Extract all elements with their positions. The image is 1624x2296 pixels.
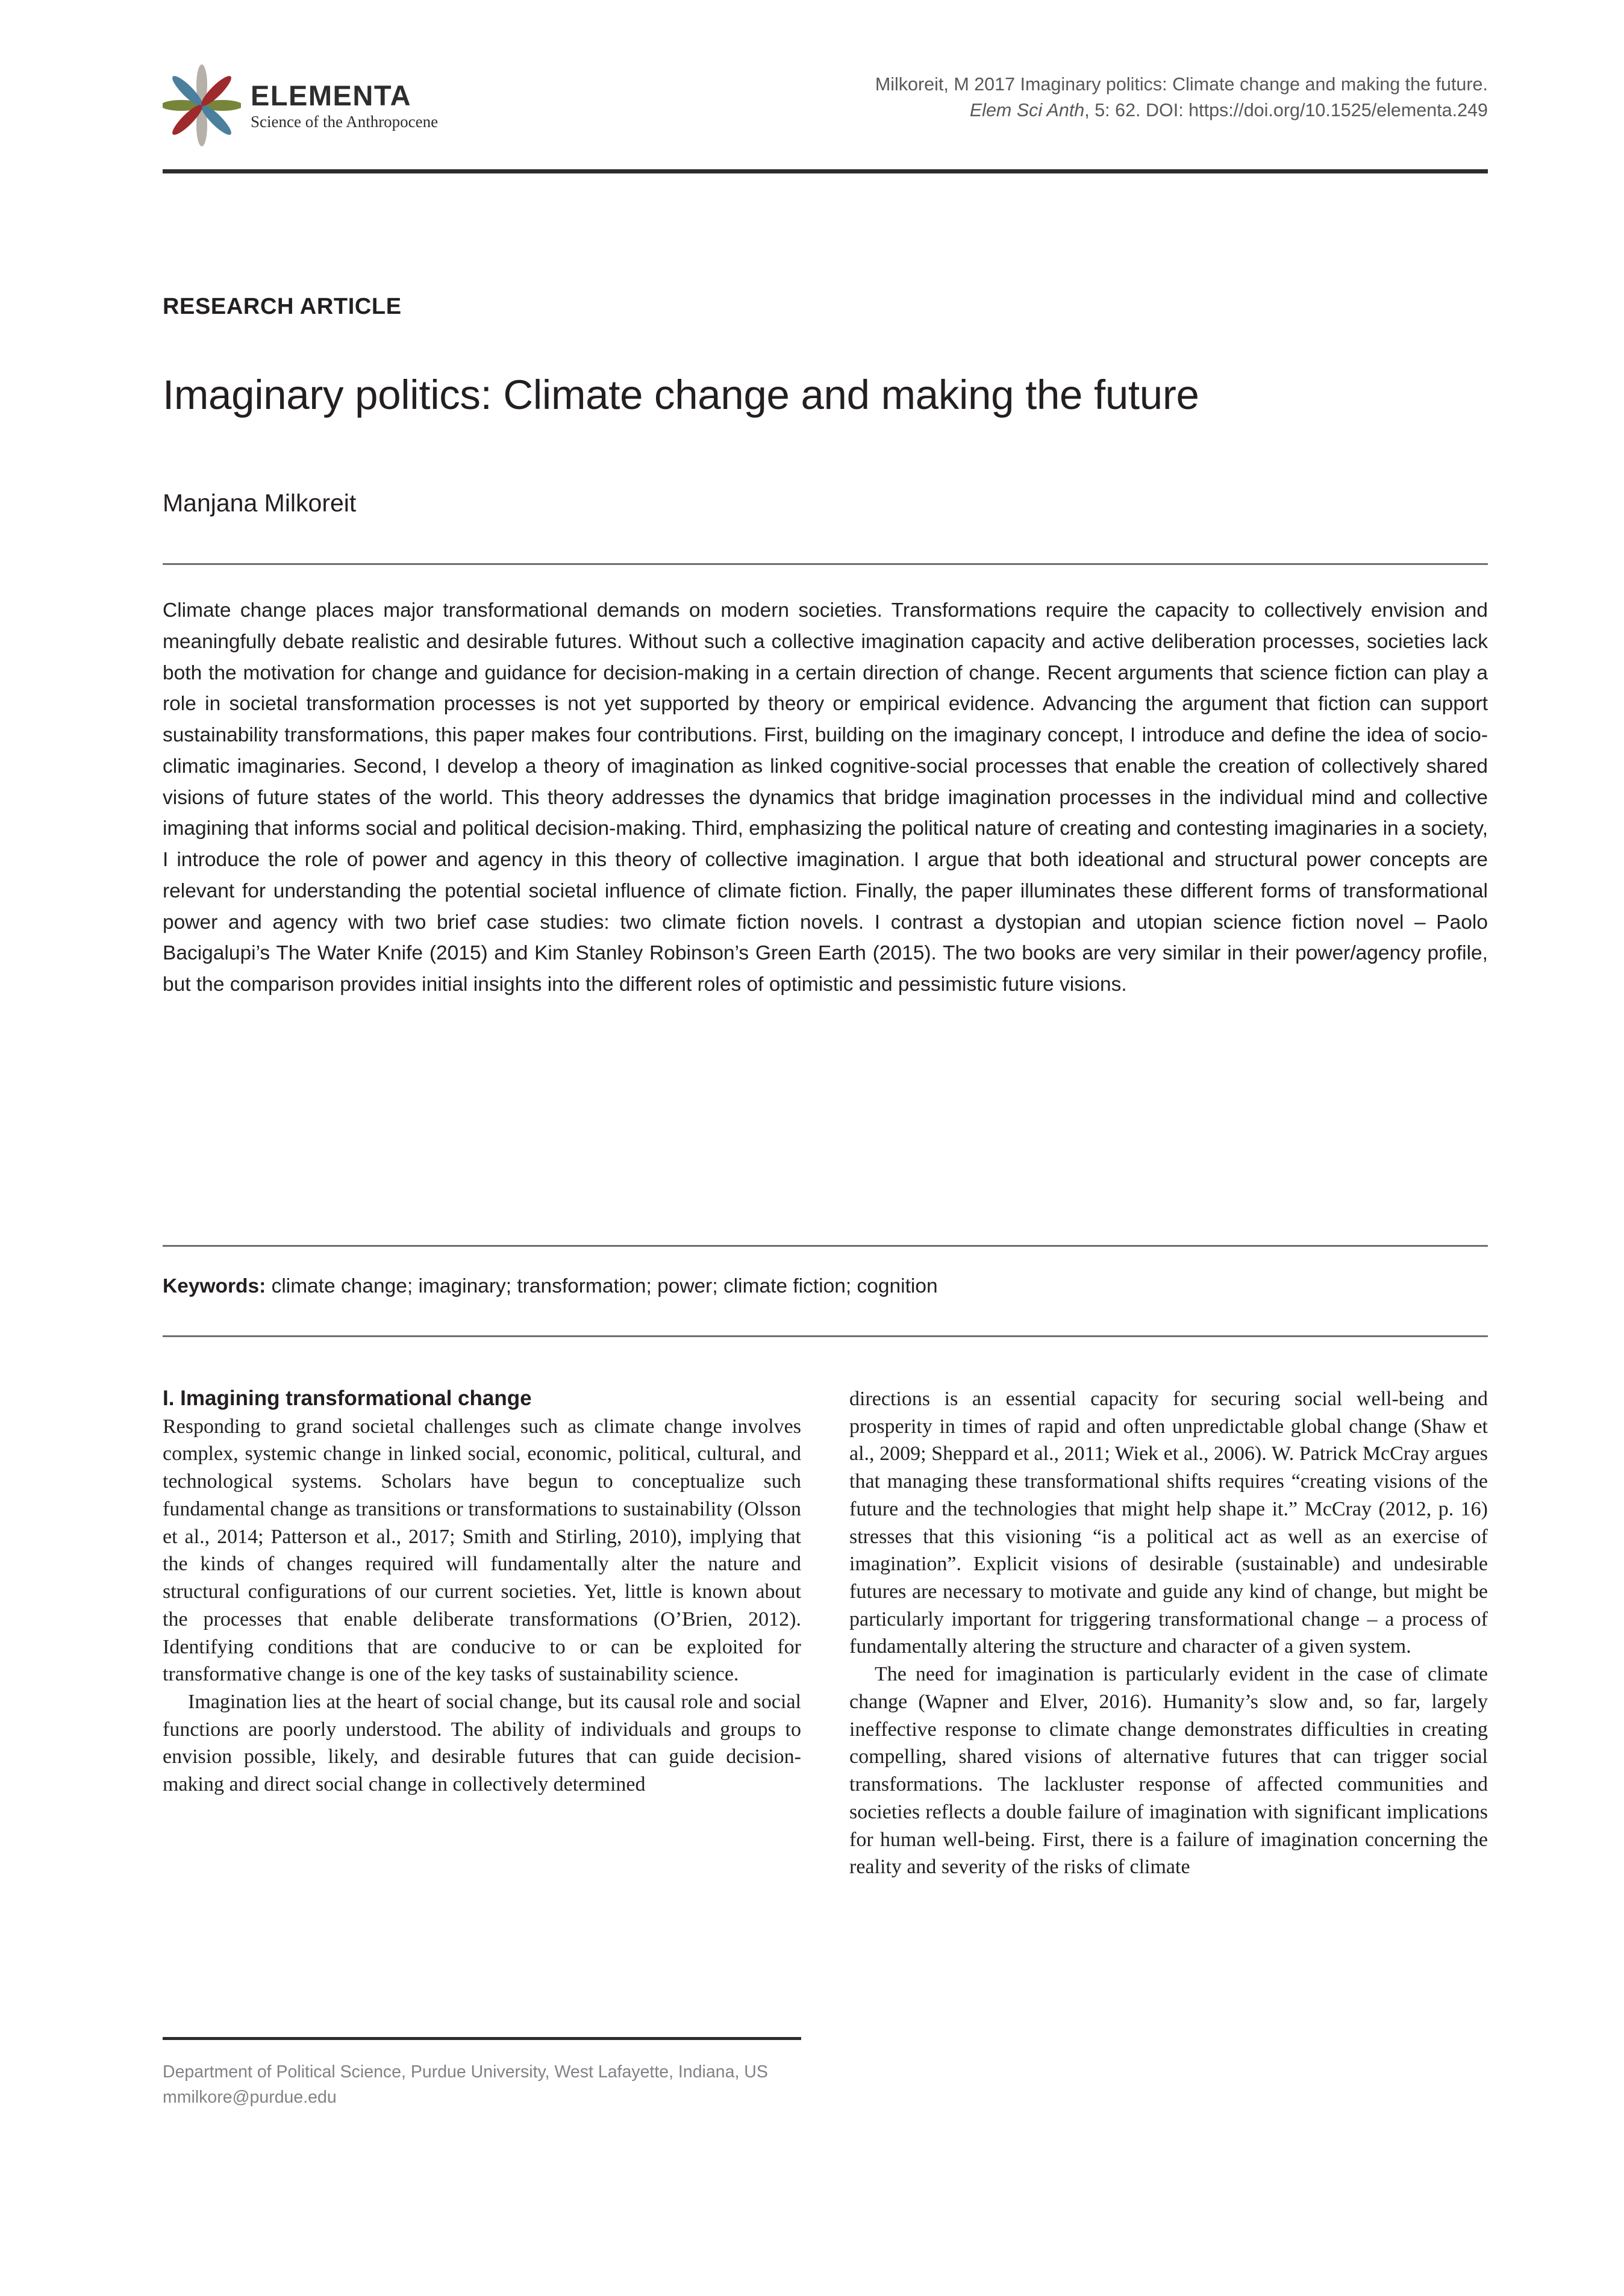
affiliation-line-1: Department of Political Science, Purdue University, West bbox=[163, 2062, 593, 2082]
citation-block bbox=[687, 72, 1488, 124]
article-type-label: RESEARCH ARTICLE bbox=[163, 294, 402, 319]
abstract-text: Climate change places major transformational demands on modern societies. Transformations require the capacity to collectively envision and meaningfully debate realistic and desirable futures. Without such a collective imagination capacity and active deliberation processes, societies lack both the motivation for change and guidance for decision-making in a certain direction of change. Recent arguments that science fiction can play a role in societal transformation processes is not yet supported by theory or empirical evidence. Advancing the argument that fiction can support sustainability transformations, this paper makes four contributions. First, building on the imaginary concept, I introduce and define the idea of socio-climatic imaginaries. Second, I develop a theory of imagination as linked cognitive-social processes that enable the creation of collectively shared visions of future states of the world. This theory addresses the dynamics that bridge imagination processes in the individual mind and collective imagining that informs social and political decision-making. Third, emphasizing the political nature of creating and contesting imaginaries in a society, I introduce the role of power and agency in this theory of collective imagination. I argue that both ideational and structural power concepts are relevant for understanding the potential societal influence of climate fiction. Finally, the paper illuminates these different forms of transformational power and agency with two brief case studies: two climate fiction novels. I contrast a dystopian and utopian science fiction novel – Paolo Bacigalupi’s The Water Knife (2015) and Kim Stanley Robinson’s Green Earth (2015). The two books are very similar in their power/agency profile, but the comparison provides initial insights into the different roles of optimistic and pessimistic future visions. bbox=[163, 599, 1488, 996]
author-affiliation bbox=[163, 2060, 801, 2110]
body-paragraph: directions is an essential capacity for securing social well-being and prosperity in times of rapid and often unpredictable global change (Shaw et al., 2009; Sheppard et al., 2011; Wiek et al., 2006). W. Patrick McCray argues that managing these transformational shifts requires “creating visions of the future and the technologies that might help shape it.” McCray (2012, p. 16) stresses that this visioning “is a political act as well as an exercise of imagination”. Explicit visions of desirable (sustainable) and undesirable futures are necessary to motivate and guide any kind of change, but might be particularly important for triggering transformational change – a process of fundamentally altering the structure and character of a given system. bbox=[849, 1388, 1488, 1658]
keywords-terms: climate change; imaginary; transformation; power; climate fiction; cognition bbox=[271, 1275, 938, 1297]
masthead bbox=[163, 63, 1488, 163]
author-name: Manjana Milkoreit bbox=[163, 489, 357, 517]
body-paragraph: The need for imagination is particularly evident in the case of climate change (Wapner and Elver, 2016). Humanity’s slow and, so far, largely ineffective response to climate change demonstrates difficulties in creating compelling, shared visions of alternative futures that can trigger social transformations. The lackluster response of affected communities and societies reflects a double failure of imagination with significant implications for human well-being. First, there is a failure of imagination concerning the reality and severity of the risks of climate bbox=[849, 1663, 1488, 1879]
body-column-right bbox=[849, 1385, 1488, 1881]
citation-line-2-rest: , 5: 62. DOI: https://doi.org/10.1525/elementa.249 bbox=[1084, 100, 1488, 121]
citation-journal-abbrev: Elem Sci Anth bbox=[969, 100, 1085, 121]
header-divider bbox=[163, 169, 1488, 173]
keywords-line bbox=[163, 1273, 1488, 1301]
journal-name: ELEMENTA bbox=[251, 79, 412, 111]
body-paragraph: Imagination lies at the heart of social change, but its causal role and social functions are poorly understood. The ability of individuals and groups to envision possible, likely, and desirable futures that can guide decision-making and direct social change in collectively determined bbox=[163, 1690, 801, 1796]
abstract-bottom-divider bbox=[163, 1245, 1488, 1247]
keywords-label: Keywords: bbox=[163, 1275, 266, 1297]
section-heading-1: I. Imagining transformational change bbox=[163, 1387, 532, 1410]
elementa-flower-icon bbox=[163, 63, 241, 148]
affiliation-line-2: Lafayette, Indiana, US bbox=[598, 2062, 768, 2082]
body-paragraph: Responding to grand societal challenges such as climate change involves complex, systemic change in linked social, economic, political, cultural, and technological systems. Scholars have begun to conceptualize such fundamental change as transitions or transformations to sustainability (Olsson et al., 2014; Patterson et al., 2017; Smith and Stirling, 2010), implying that the kinds of changes required will fundamentally alter the nature and structural configurations of our current societies. Yet, little is known about the processes that enable deliberate transformations (O’Brien, 2012). Identifying conditions that are conducive to or can be exploited for transformative change is one of the key tasks of sustainability science. bbox=[163, 1415, 801, 1686]
body-column-left bbox=[163, 1385, 801, 1798]
journal-wordmark bbox=[251, 81, 438, 130]
footnote-divider bbox=[163, 2037, 801, 2040]
journal-logo bbox=[163, 63, 438, 148]
abstract-top-divider bbox=[163, 563, 1488, 565]
journal-tagline: Science of the Anthropocene bbox=[251, 112, 439, 131]
citation-line-1: Milkoreit, M 2017 Imaginary politics: Climate change and making the future. bbox=[875, 74, 1488, 95]
page-title: Imaginary politics: Climate change and making the future bbox=[163, 372, 1199, 419]
keywords-bottom-divider bbox=[163, 1335, 1488, 1337]
author-email[interactable]: mmilkore@purdue.edu bbox=[163, 2087, 337, 2107]
